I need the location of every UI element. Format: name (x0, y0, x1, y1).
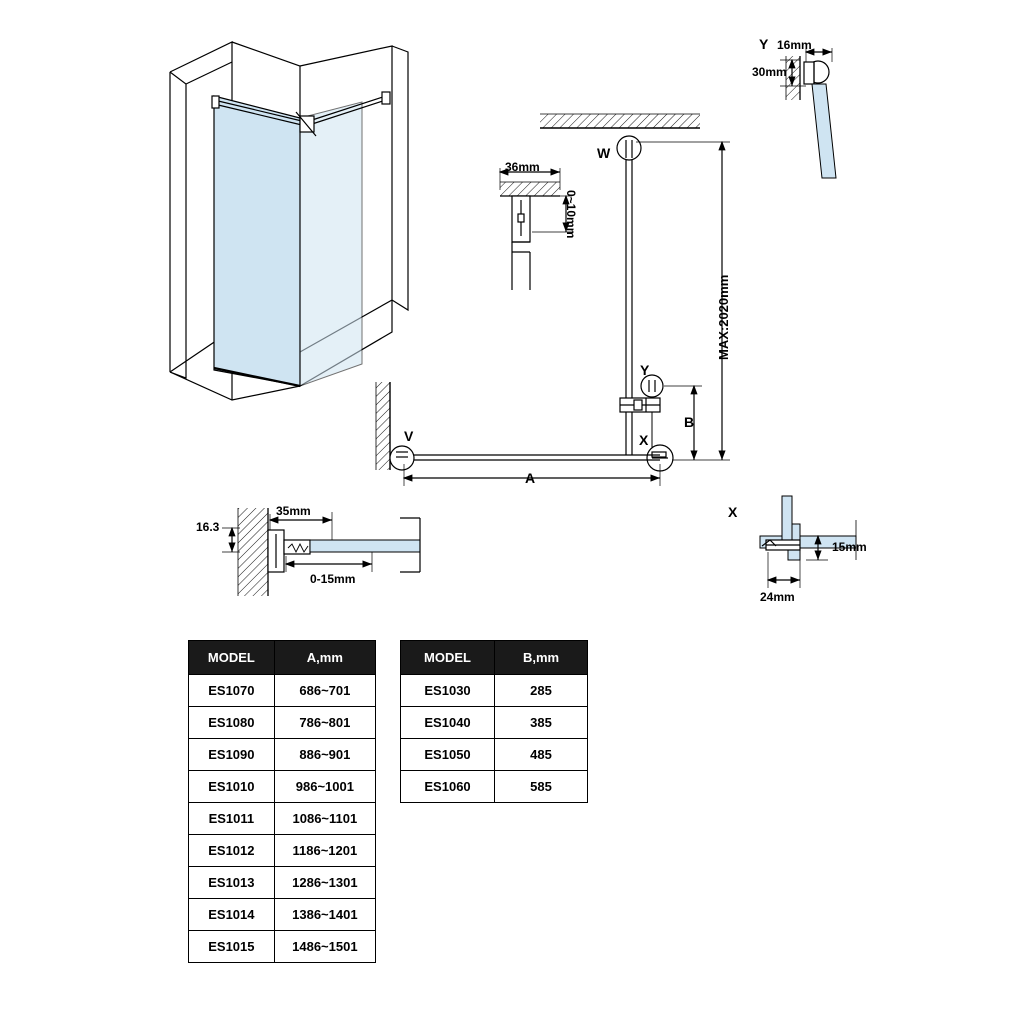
table-row (189, 739, 376, 771)
table-row (401, 707, 588, 739)
cell-model: ES1014 (189, 899, 275, 931)
cell-value: 285 (495, 675, 588, 707)
plan-glass-run (406, 455, 660, 460)
cell-value: 886~901 (274, 739, 375, 771)
label-detail-x-ref: X (639, 432, 649, 448)
label-16-3: 16.3 (196, 520, 220, 534)
table-a-header-row (189, 641, 376, 675)
cell-model: ES1030 (401, 675, 495, 707)
model-table-b (400, 640, 588, 803)
cell-value: 786~801 (274, 707, 375, 739)
table-b-header-value: B,mm (495, 641, 588, 675)
label-max-height: MAX:2020mm (716, 274, 731, 360)
callout-v-circle (390, 446, 414, 470)
label-16mm: 16mm (777, 38, 812, 52)
label-30mm: 30mm (752, 65, 787, 79)
cell-value: 1386~1401 (274, 899, 375, 931)
label-35mm: 35mm (276, 504, 311, 518)
cell-value: 1186~1201 (274, 835, 375, 867)
cell-value: 1086~1101 (274, 803, 375, 835)
detail-y-drawing (780, 48, 836, 178)
cell-value: 1486~1501 (274, 931, 375, 963)
detail-36mm (500, 168, 572, 290)
label-detail-w: W (597, 145, 611, 161)
ceiling-hatch (540, 114, 700, 128)
cell-model: ES1060 (401, 771, 495, 803)
bracket-assembly (620, 375, 673, 471)
iso-glass-panel-2 (300, 102, 362, 386)
cell-value: 986~1001 (274, 771, 375, 803)
table-row (401, 739, 588, 771)
cell-value: 1286~1301 (274, 867, 375, 899)
cell-value: 686~701 (274, 675, 375, 707)
label-24mm: 24mm (760, 590, 795, 604)
label-dim-b: B (684, 414, 695, 430)
table-b-header-row (401, 641, 588, 675)
label-detail-v: V (404, 428, 414, 444)
label-15mm: 15mm (832, 540, 867, 554)
cell-model: ES1013 (189, 867, 275, 899)
iso-glass-panel (214, 96, 300, 386)
cell-model: ES1090 (189, 739, 275, 771)
cell-model: ES1040 (401, 707, 495, 739)
label-0-10mm: 0~10mm (564, 190, 578, 239)
callout-w-circle (617, 136, 641, 160)
table-row (401, 675, 588, 707)
cell-model: ES1080 (189, 707, 275, 739)
table-row (189, 931, 376, 963)
plan-wall-hatch (376, 382, 390, 470)
cell-model: ES1070 (189, 675, 275, 707)
cell-value: 385 (495, 707, 588, 739)
label-dim-a: A (525, 470, 536, 486)
table-row (189, 771, 376, 803)
table-row (189, 899, 376, 931)
label-detail-y-ref: Y (640, 362, 650, 378)
cell-value: 485 (495, 739, 588, 771)
cell-model: ES1050 (401, 739, 495, 771)
table-row (189, 707, 376, 739)
cell-value: 585 (495, 771, 588, 803)
label-0-15mm: 0-15mm (310, 572, 356, 586)
table-b-header-model: MODEL (401, 641, 495, 675)
cell-model: ES1011 (189, 803, 275, 835)
label-36mm: 36mm (505, 160, 540, 174)
model-table-a (188, 640, 376, 963)
table-row (401, 771, 588, 803)
cell-model: ES1015 (189, 931, 275, 963)
cell-model: ES1010 (189, 771, 275, 803)
table-a-header-model: MODEL (189, 641, 275, 675)
label-detail-y: Y (759, 36, 769, 52)
table-row (189, 835, 376, 867)
table-row (189, 675, 376, 707)
label-detail-x: X (728, 504, 738, 520)
cell-model: ES1012 (189, 835, 275, 867)
table-a-header-value: A,mm (274, 641, 375, 675)
table-row (189, 867, 376, 899)
table-row (189, 803, 376, 835)
